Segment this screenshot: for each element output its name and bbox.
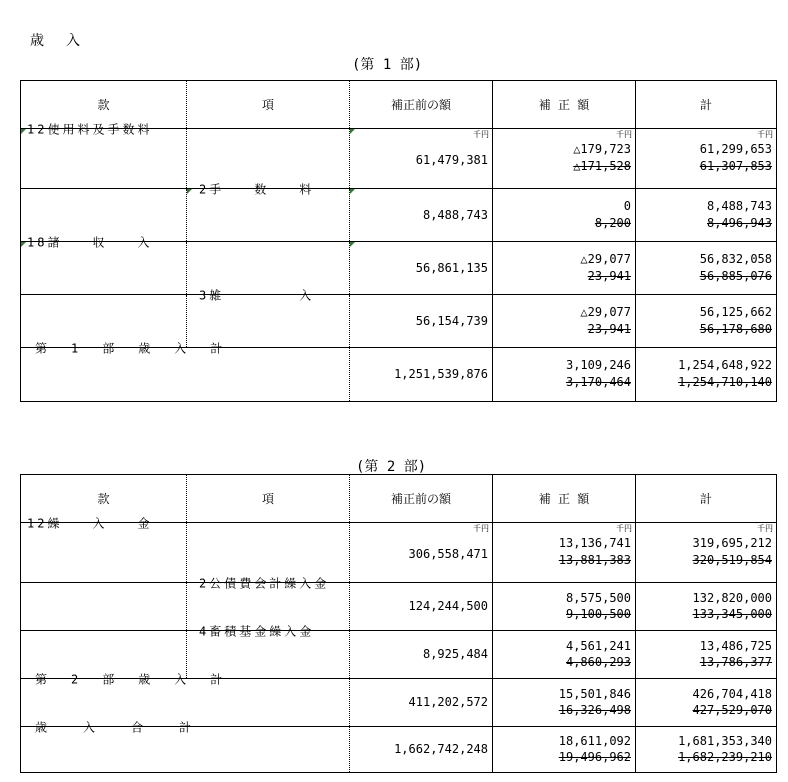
kan-label: 18諸 収 入 [27,235,153,250]
kan-label: 12使用料及手数料 [27,122,153,137]
part2-table [20,474,777,773]
header-adjustment: 補 正 額 [493,475,636,523]
adjustment-old-value: 16,326,498 [558,703,631,717]
unit-label: 千円 [473,130,489,139]
adjustment-old-value: 3,170,464 [565,375,631,389]
before-value: 124,244,500 [408,599,488,613]
table-row [21,242,777,295]
table-row [21,583,777,631]
kou-label: 3雑 入 [199,288,315,303]
grand-total-label: 歳 入 合 計 [35,720,192,735]
adjustment-old-value: 23,941 [587,269,631,283]
kan-label: 12繰 入 金 [27,516,153,531]
header-before: 補正前の額 [350,475,493,523]
summary-label: 第 2 部 歳 入 計 [35,672,223,687]
summary-label: 第 1 部 歳 入 計 [35,341,223,356]
adjustment-value: 3,109,246 [565,358,631,372]
part1-table [20,80,777,402]
adjustment-old-value: △171,528 [573,159,631,173]
total-value: 8,488,743 [706,199,772,213]
unit-label: 千円 [757,130,773,139]
total-old-value: 56,885,076 [699,269,772,283]
total-value: 1,681,353,340 [678,734,772,748]
total-value: 61,299,653 [699,142,772,156]
table-row [21,129,777,189]
page-heading: 歳入 [30,33,102,49]
header-kan: 款 [21,475,187,523]
adjustment-value: 8,575,500 [565,591,631,605]
part1-title: (第 1 部) [352,57,423,73]
adjustment-value: 13,136,741 [558,536,631,550]
before-value: 1,662,742,248 [394,742,488,756]
total-old-value: 1,682,239,210 [678,750,772,764]
adjustment-old-value: 23,941 [587,322,631,336]
unit-label: 千円 [473,524,489,533]
before-value: 61,479,381 [415,153,488,167]
adjustment-value: 0 [623,199,631,213]
header-kou: 項 [187,475,350,523]
before-value: 56,154,739 [415,314,488,328]
before-value: 8,925,484 [422,647,488,661]
total-value: 426,704,418 [692,687,772,701]
total-old-value: 320,519,854 [692,553,772,567]
unit-label: 千円 [616,524,632,533]
kou-label: 2公債費会計繰入金 [199,576,330,591]
total-value: 56,832,058 [699,252,772,266]
adjustment-value: 4,561,241 [565,639,631,653]
total-old-value: 8,496,943 [706,216,772,230]
unit-label: 千円 [757,524,773,533]
total-old-value: 61,307,853 [699,159,772,173]
table-row [21,523,777,583]
total-old-value: 427,529,070 [692,703,772,717]
total-value: 319,695,212 [692,536,772,550]
before-value: 1,251,539,876 [394,367,488,381]
kou-label: 4畜積基金繰入金 [199,624,315,639]
adjustment-value: △29,077 [580,305,631,319]
total-old-value: 133,345,000 [692,607,772,621]
before-value: 411,202,572 [408,695,488,709]
header-adjustment: 補 正 額 [493,81,636,129]
adjustment-value: △179,723 [573,142,631,156]
adjustment-old-value: 13,881,383 [558,553,631,567]
adjustment-old-value: 9,100,500 [565,607,631,621]
total-value: 1,254,648,922 [678,358,772,372]
adjustment-value: △29,077 [580,252,631,266]
total-value: 132,820,000 [692,591,772,605]
adjustment-old-value: 19,496,962 [558,750,631,764]
grand-total-row [21,727,777,773]
before-value: 306,558,471 [408,547,488,561]
header-kou: 項 [187,81,350,129]
adjustment-old-value: 4,860,293 [565,655,631,669]
total-old-value: 13,786,377 [699,655,772,669]
before-value: 56,861,135 [415,261,488,275]
header-kan: 款 [21,81,187,129]
adjustment-value: 15,501,846 [558,687,631,701]
total-old-value: 1,254,710,140 [678,375,772,389]
kou-label: 2手 数 料 [199,182,315,197]
total-value: 13,486,725 [699,639,772,653]
header-before: 補正前の額 [350,81,493,129]
total-value: 56,125,662 [699,305,772,319]
summary-row [21,348,777,402]
before-value: 8,488,743 [422,208,488,222]
total-old-value: 56,178,680 [699,322,772,336]
unit-label: 千円 [616,130,632,139]
part2-title: (第 2 部) [356,459,427,475]
header-total: 計 [636,81,777,129]
adjustment-old-value: 8,200 [594,216,631,230]
adjustment-value: 18,611,092 [558,734,631,748]
header-total: 計 [636,475,777,523]
